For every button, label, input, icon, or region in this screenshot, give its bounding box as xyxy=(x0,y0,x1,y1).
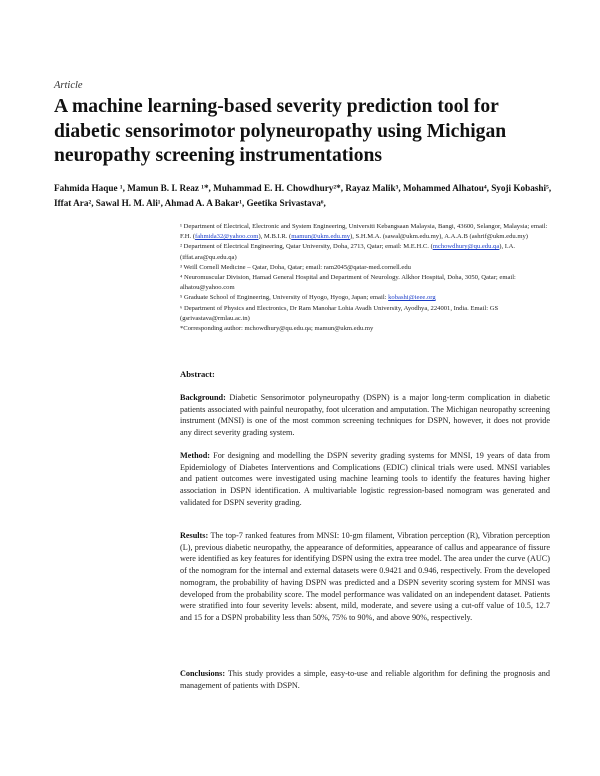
affiliations xyxy=(180,222,548,334)
affiliation-6: ⁶ Department of Physics and Electronics, Dr Ram Manohar Lohia Avadh University, Ayodhya, 224001, India. Email: GS (gsrivastava@rmlau.ac.in) xyxy=(180,304,499,322)
affiliation-5: ⁵ Graduate School of Engineering, University of Hyogo, Hyogo, Japan; email: kobashi@ieee.org xyxy=(180,294,436,302)
email-link[interactable]: mchowdhury@qu.edu.qa xyxy=(432,243,500,251)
article-type-label: Article xyxy=(54,80,83,91)
email-link[interactable]: mamun@ukm.edu.my xyxy=(291,233,351,241)
affiliation-2: ² Department of Electrical Engineering, Qatar University, Doha, 2713, Qatar; email: M.E.H.C. (mchowdhury@qu.edu.qa), I.A. (iffat.ara@qu.edu.qa) xyxy=(180,243,516,261)
affiliation-3: ³ Weill Cornell Medicine – Qatar, Doha, Qatar; email: ram2045@qatar-med.cornell.edu xyxy=(180,263,411,271)
affiliation-1: ¹ Department of Electrical, Electronic and System Engineering, Universiti Kebangsaan Malaysia, Bangi, 43600, Selangor, Malaysia; email: F.H. (fahmida32@yahoo.com), M.B.I.R. (mamun@ukm.edu.my), S.H.M.A. (sawal@ukm.edu.my), A.A.A.B (ashrif@ukm.edu.my) xyxy=(180,223,548,241)
method-label: Method: xyxy=(180,451,211,460)
email-link[interactable]: fahmida32@yahoo.com xyxy=(195,233,259,241)
abstract-heading: Abstract: xyxy=(180,369,215,379)
affiliation-4: ⁴ Neuromuscular Division, Hamad General Hospital and Department of Neurology. Alkhor Hospital, Doha, 3050, Qatar; email: alhatou@yahoo.com xyxy=(180,274,516,292)
background-label: Background: xyxy=(180,393,226,402)
abstract-background: Background: Diabetic Sensorimotor polyneuropathy (DSPN) is a major long-term complication in diabetic patients associated with painful neuropathy, foot ulceration and amputation. The Michigan neuropathy screening instrument (MNSI) is one of the most common screening techniques for DSPN, however, it does not provide any direct severity grading system. xyxy=(180,393,551,438)
results-label: Results: xyxy=(180,531,209,540)
conclusions-label: Conclusions: xyxy=(180,669,226,678)
abstract-conclusions: Conclusions: This study provides a simple, easy-to-use and reliable algorithm for defining the prognosis and management of patients with DSPN. xyxy=(180,669,550,690)
email-link[interactable]: kobashi@ieee.org xyxy=(388,294,436,302)
paper-title: A machine learning-based severity prediction tool for diabetic sensorimotor polyneuropathy using Michigan neuropathy screening instrumentations xyxy=(54,96,507,166)
author-list: Fahmida Haque ¹, Mamun B. I. Reaz ¹*, Muhammad E. H. Chowdhury²*, Rayaz Malik³, Mohammed Alhatou⁴, Syoji Kobashi⁵, Iffat Ara², Sawal H. M. Ali¹, Ahmad A. A Bakar¹, Geetika Srivastava⁶, xyxy=(54,183,552,208)
corresponding-author: *Corresponding author: mchowdhury@qu.edu.qa; mamun@ukm.edu.my xyxy=(180,325,374,333)
abstract-method: Method: For designing and modelling the DSPN severity grading systems for MNSI, 19 years of data from Epidemiology of Diabetes Interventions and Complications (EDIC) clinical trials were used. MNSI variables and patient outcomes were investigated using machine learning tools to identify the features having higher association in DSPN identification. A multivariable logistic regression-based nomogram was generated and validated for DSPN severity grading. xyxy=(180,451,551,507)
abstract-results: Results: The top-7 ranked features from MNSI: 10-gm filament, Vibration perception (R), Vibration perception (L), previous diabetic neuropathy, the appearance of deformities, appearance of callus and appearance of fissure were identified as key features for identifying DSPN using the extra tree model. The area under the curve (AUC) of the nomogram for the internal and external datasets were 0.9421 and 0.946, respectively. From the developed nomogram, the probability of having DSPN was predicted and a DSPN severity scoring system for MNSI was developed from the probability score. The model performance was validated on an independent dataset. Patients were stratified into four severity levels: absent, mild, moderate, and severe using a cut-off value of 10.5, 12.7 and 15 for a DSPN probability less than 50%, 75% to 90%, and above 90%, respectively. xyxy=(180,531,551,622)
